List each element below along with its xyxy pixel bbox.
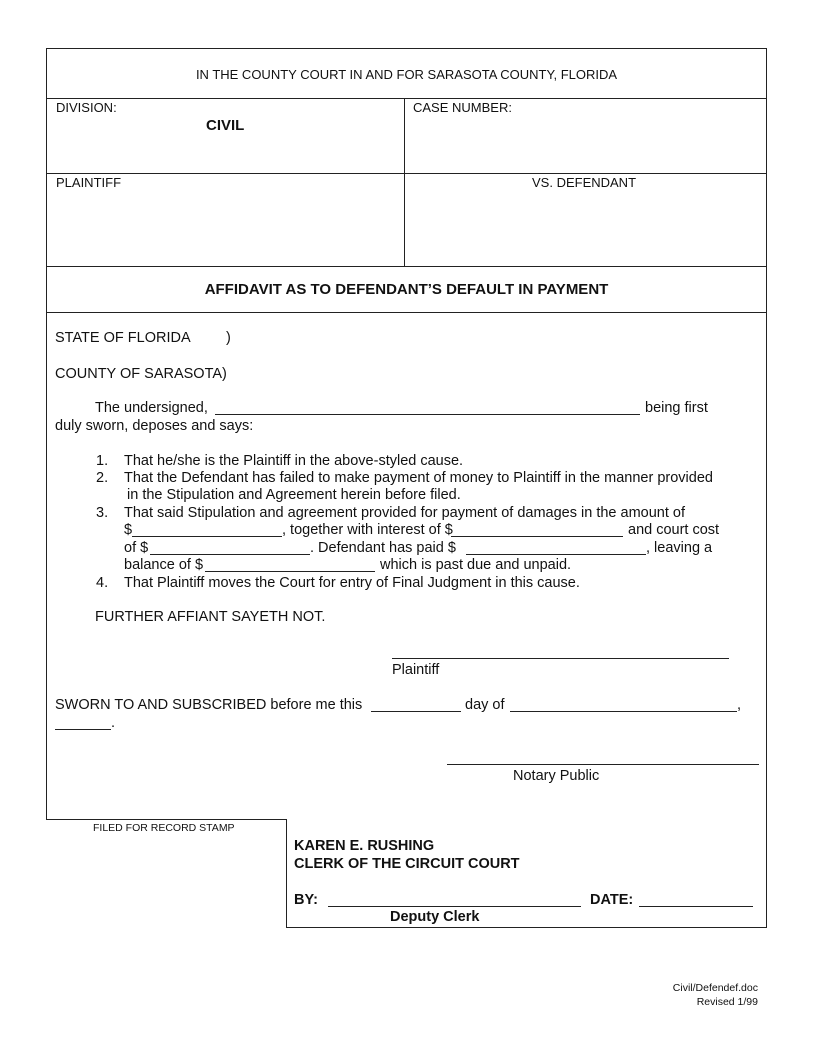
intro-line2: duly sworn, deposes and says: xyxy=(55,418,254,434)
item-3-paid: . Defendant has paid $ xyxy=(310,540,456,556)
header-divider-2 xyxy=(46,173,767,174)
clerk-by-label: BY: xyxy=(294,892,318,908)
intro-trail: being first xyxy=(645,400,708,416)
item-3-of: of $ xyxy=(124,540,149,556)
footer-revised: Revised 1/99 xyxy=(696,996,758,1008)
item-3-balance: balance of $ xyxy=(124,557,204,573)
plaintiff-signature-label: Plaintiff xyxy=(392,662,440,678)
venue-state: STATE OF FLORIDA xyxy=(55,330,191,346)
paid-amount-blank[interactable] xyxy=(466,540,646,555)
item-3-dollar: $ xyxy=(124,522,133,538)
box-top-border xyxy=(46,48,767,49)
item-3-text: That said Stipulation and agreement provided for payment of damages in the amount of xyxy=(124,505,686,521)
footer-file: Civil/Defendef.doc xyxy=(672,982,758,994)
sworn-month-blank[interactable] xyxy=(510,697,737,712)
interest-amount-blank[interactable] xyxy=(451,522,623,537)
form-title: AFFIDAVIT AS TO DEFENDANT’S DEFAULT IN PAYMENT xyxy=(204,281,609,298)
item-4-num: 4. xyxy=(96,575,109,591)
further-affiant: FURTHER AFFIANT SAYETH NOT. xyxy=(95,609,326,625)
notary-signature-line[interactable] xyxy=(447,764,759,765)
court-cost-blank[interactable] xyxy=(150,540,310,555)
court-title: IN THE COUNTY COURT IN AND FOR SARASOTA COUNTY, FLORIDA xyxy=(195,67,618,82)
clerk-date-blank[interactable] xyxy=(639,892,753,907)
sworn-period: . xyxy=(111,715,116,731)
clerk-name: KAREN E. RUSHING xyxy=(294,838,435,854)
balance-amount-blank[interactable] xyxy=(205,557,375,572)
item-2-text2: in the Stipulation and Agreement herein before filed. xyxy=(127,487,461,503)
plaintiff-signature-line[interactable] xyxy=(392,658,729,659)
deputy-signature-blank[interactable] xyxy=(328,892,581,907)
venue-state-paren: ) xyxy=(226,330,231,346)
intro-lead: The undersigned, xyxy=(95,400,208,416)
item-3-leaving: , leaving a xyxy=(646,540,713,556)
box-right-border xyxy=(766,48,767,928)
clerk-box-bottom-border xyxy=(286,927,767,928)
damages-amount-blank[interactable] xyxy=(132,522,282,537)
item-2-text: That the Defendant has failed to make payment of money to Plaintiff in the manner provided xyxy=(124,470,713,486)
sworn-year-blank[interactable] xyxy=(55,715,111,730)
division-label: DIVISION: xyxy=(56,100,117,115)
item-3-num: 3. xyxy=(96,505,109,521)
plaintiff-label: PLAINTIFF xyxy=(56,175,122,190)
venue-county: COUNTY OF SARASOTA) xyxy=(55,366,227,382)
item-1-num: 1. xyxy=(96,453,109,469)
item-3-court-cost: and court cost xyxy=(628,522,720,538)
box-left-border xyxy=(46,48,47,820)
sworn-day-blank[interactable] xyxy=(371,697,461,712)
title-divider xyxy=(46,312,767,313)
clerk-box-left-border xyxy=(286,819,287,928)
division-value: CIVIL xyxy=(206,117,245,134)
defendant-label: VS. DEFENDANT xyxy=(532,175,637,190)
header-divider-1 xyxy=(46,98,767,99)
sworn-comma: , xyxy=(737,697,742,713)
sworn-lead: SWORN TO AND SUBSCRIBED before me this xyxy=(55,697,363,713)
item-1-text: That he/she is the Plaintiff in the above-styled cause. xyxy=(124,453,464,469)
deputy-clerk-label: Deputy Clerk xyxy=(390,909,480,925)
filed-stamp-label: FILED FOR RECORD STAMP xyxy=(93,822,235,834)
header-divider-3 xyxy=(46,266,767,267)
item-3-interest: , together with interest of $ xyxy=(282,522,453,538)
item-4-text: That Plaintiff moves the Court for entry of Final Judgment in this cause. xyxy=(124,575,580,591)
item-2-num: 2. xyxy=(96,470,109,486)
clerk-date-label: DATE: xyxy=(590,892,634,908)
header-column-divider xyxy=(404,98,405,266)
notary-label: Notary Public xyxy=(513,768,600,784)
affiant-name-blank[interactable] xyxy=(215,400,640,415)
case-number-label: CASE NUMBER: xyxy=(413,100,512,115)
item-3-past-due: which is past due and unpaid. xyxy=(380,557,572,573)
clerk-title: CLERK OF THE CIRCUIT COURT xyxy=(294,856,520,872)
sworn-day-of: day of xyxy=(465,697,505,713)
